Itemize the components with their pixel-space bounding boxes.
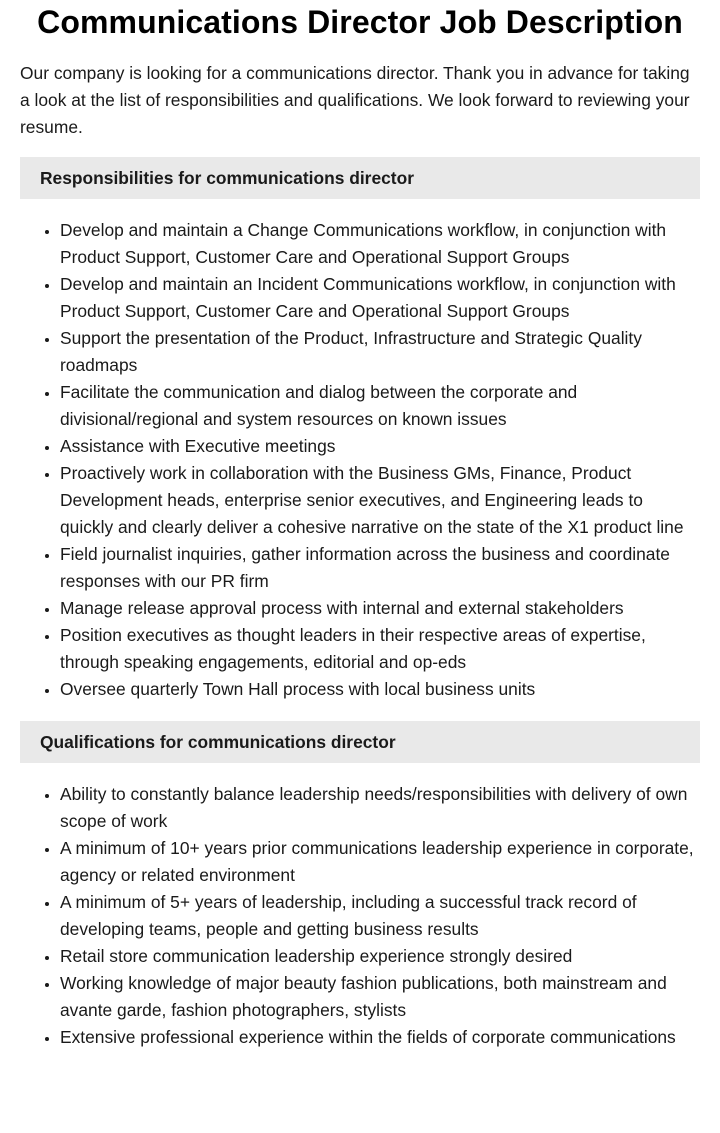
list-item: • Oversee quarterly Town Hall process with local business units	[60, 676, 700, 703]
list-item: • A minimum of 5+ years of leadership, including a successful track record of developing teams, people and getting business results	[60, 889, 700, 943]
list-item: • Working knowledge of major beauty fashion publications, both mainstream and avante garde, fashion photographers, stylists	[60, 970, 700, 1024]
list-item: • Field journalist inquiries, gather information across the business and coordinate responses with our PR firm	[60, 541, 700, 595]
qualifications-heading: Qualifications for communications director	[20, 721, 700, 763]
list-item: • A minimum of 10+ years prior communications leadership experience in corporate, agency or related environment	[60, 835, 700, 889]
responsibilities-heading: Responsibilities for communications director	[20, 157, 700, 199]
list-item: • Retail store communication leadership experience strongly desired	[60, 943, 700, 970]
list-item: • Develop and maintain an Incident Communications workflow, in conjunction with Product Support, Customer Care and Operational Support Groups	[60, 271, 700, 325]
list-item: • Manage release approval process with internal and external stakeholders	[60, 595, 700, 622]
intro-paragraph: Our company is looking for a communications director. Thank you in advance for taking a look at the list of responsibilities and qualifications. We look forward to reviewing your resume.	[20, 63, 690, 137]
list-item: • Develop and maintain a Change Communications workflow, in conjunction with Product Support, Customer Care and Operational Support Groups	[60, 217, 700, 271]
list-item: • Support the presentation of the Product, Infrastructure and Strategic Quality roadmaps	[60, 325, 700, 379]
list-item: • Proactively work in collaboration with the Business GMs, Finance, Product Development heads, enterprise senior executives, and Engineering leads to quickly and clearly deliver a cohesive narrative on the state of the X1 product line	[60, 460, 700, 541]
responsibilities-list	[20, 217, 700, 703]
page-title: Communications Director Job Description	[37, 4, 683, 40]
list-item: • Ability to constantly balance leadership needs/responsibilities with delivery of own scope of work	[60, 781, 700, 835]
list-item: • Facilitate the communication and dialog between the corporate and divisional/regional and system resources on known issues	[60, 379, 700, 433]
qualifications-list	[20, 781, 700, 1051]
list-item: • Assistance with Executive meetings	[60, 433, 700, 460]
list-item: • Extensive professional experience within the fields of corporate communications	[60, 1024, 700, 1051]
list-item: • Position executives as thought leaders in their respective areas of expertise, through speaking engagements, editorial and op-eds	[60, 622, 700, 676]
